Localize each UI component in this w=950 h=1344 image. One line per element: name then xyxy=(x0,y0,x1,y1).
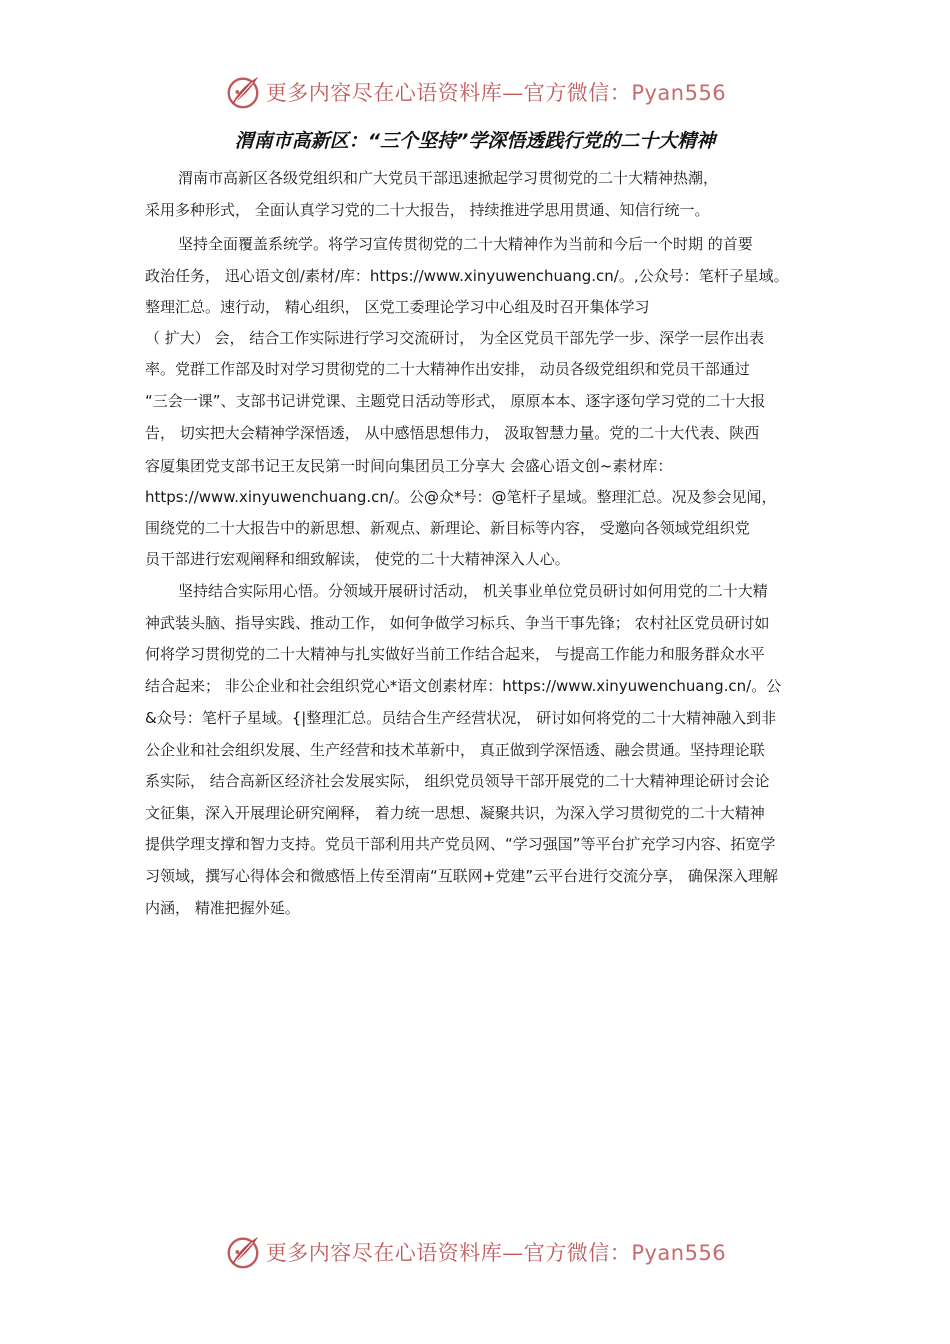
article-title: 渭南市高新区：“三个坚持”学深悟透践行党的二十大精神 xyxy=(234,130,716,152)
watermark-text: 更多内容尽在心语资料库—官方微信：Pyan556 xyxy=(265,81,727,105)
body-line: 围绕党的二十大报告中的新思想、新观点、新理论、新目标等内容， 受邀向各领域党组织党 xyxy=(145,519,750,537)
body-line: 内涵， 精准把握外延。 xyxy=(145,899,300,917)
body-line: 公企业和社会组织发展、生产经营和技术革新中， 真正做到学深悟透、融会贯通。坚持理论联 xyxy=(145,741,765,759)
body-line: 文征集，深入开展理论研究阐释， 着力统一思想、凝聚共识，为深入学习贯彻党的二十大精神 xyxy=(145,804,765,822)
body-line: 神武装头脑、指导实践、推动工作， 如何争做学习标兵、争当干事先锋； 农村社区党员研讨如 xyxy=(145,614,770,632)
wechat-id: Pyan556 xyxy=(631,81,727,105)
body-line: 渭南市高新区各级党组织和广大党员干部迅速掀起学习贯彻党的二十大精神热潮， xyxy=(178,169,719,187)
body-line: 政治任务， 迅心语文创/素材/库：https://www.xinyuwenchuang.cn/。,公众号：笔杆子星域。 xyxy=(145,267,789,285)
body-line: 提供学理支撑和智力支持。党员干部利用共产党员网、“学习强国”等平台扩充学习内容、拓宽学 xyxy=(145,835,776,853)
body-line: 何将学习贯彻党的二十大精神与扎实做好当前工作结合起来， 与提高工作能力和服务群众水平 xyxy=(145,645,765,663)
wechat-id: Pyan556 xyxy=(631,1241,727,1265)
body-line: 整理汇总。速行动， 精心组织， 区党工委理论学习中心组及时召开集体学习 xyxy=(145,298,650,316)
body-line: https://www.xinyuwenchuang.cn/。公@众*号：@笔杆子星域。整理汇总。况及参会见闻， xyxy=(145,488,777,506)
feather-logo-icon xyxy=(224,1233,262,1271)
body-line: 员干部进行宏观阐释和细致解读， 使党的二十大精神深入人心。 xyxy=(145,550,570,568)
body-line: &众号：笔杆子星域。{|整理汇总。员结合生产经营状况， 研讨如何将党的二十大精神融入到非 xyxy=(145,709,777,727)
body-line: 坚持全面覆盖系统学。将学习宣传贯彻党的二十大精神作为当前和今后一个时期 的首要 xyxy=(178,235,753,253)
body-line: 习领域，撰写心得体会和微感悟上传至渭南“互联网+党建”云平台进行交流分享， 确保深入理解 xyxy=(145,867,778,885)
body-line: “三会一课”、支部书记讲党课、主题党日活动等形式， 原原本本、逐字逐句学习党的二十大报 xyxy=(145,392,766,410)
footer-watermark xyxy=(0,1230,950,1274)
body-line: （ 扩大） 会， 结合工作实际进行学习交流研讨， 为全区党员干部先学一步、深学一层作出表 xyxy=(145,329,765,347)
body-line: 系实际， 结合高新区经济社会发展实际， 组织党员领导干部开展党的二十大精神理论研讨会论 xyxy=(145,772,770,790)
body-line: 容厦集团党支部书记王友民第一时间向集团员工分享大 会盛心语文创~素材库： xyxy=(145,457,673,475)
body-line: 告， 切实把大会精神学深悟透， 从中感悟思想伟力， 汲取智慧力量。党的二十大代表、陕西 xyxy=(145,424,760,442)
watermark-text: 更多内容尽在心语资料库—官方微信：Pyan556 xyxy=(265,1241,727,1265)
body-line: 坚持结合实际用心悟。分领域开展研讨活动， 机关事业单位党员研讨如何用党的二十大精 xyxy=(178,582,768,600)
feather-logo-icon xyxy=(224,73,262,111)
body-line: 率。党群工作部及时对学习贯彻党的二十大精神作出安排， 动员各级党组织和党员干部通过 xyxy=(145,360,750,378)
body-line: 结合起来； 非公企业和社会组织党心*语文创素材库：https://www.xinyuwenchuang.cn/。公 xyxy=(145,677,782,695)
header-watermark xyxy=(0,70,950,114)
body-line: 采用多种形式， 全面认真学习党的二十大报告， 持续推进学思用贯通、知信行统一。 xyxy=(145,201,710,219)
